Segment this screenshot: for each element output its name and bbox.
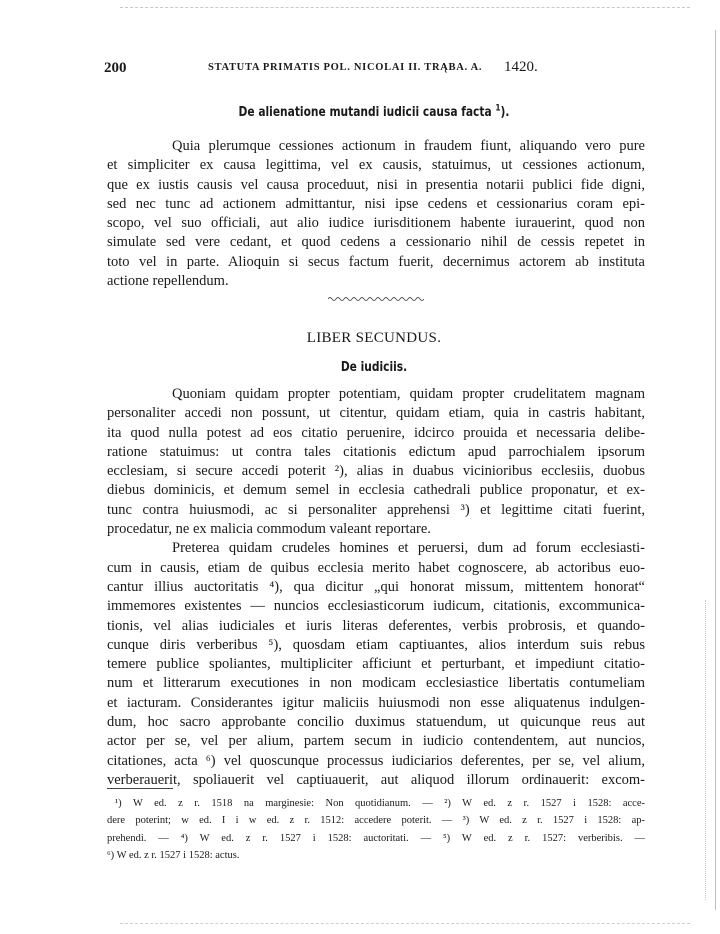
running-head [104,60,644,80]
footnote-line: dere poterint; w ed. I i w ed. z r. 1512: accedere poterit. — ³) W ed. z r. 1527 i 1528: ap- [107,815,645,827]
text-line: Quia plerumque cessiones actionum in fraudem fiunt, aliquando vero pure [172,138,645,154]
chapter-title: De iudiciis. [340,360,408,375]
text-line: Quoniam quidam propter potentiam, quidam propter crudelitatem magnam [172,386,645,402]
text-line: cum in causis, etiam de quibus ecclesia merito habet cognoscere, ab actoribus euo- [107,559,645,576]
footnote-line: prehendi. — ⁴) W ed. z r. 1527 i 1528: auctoritati. — ⁵) W ed. z r. 1527: verberibis. — [107,832,645,844]
running-title: STATUTA PRIMATIS POL. NICOLAI II. TRĄBA. A. [208,62,483,73]
text-line: personaliter accedi non possunt, ut citentur, quidam etiam, quia in castris habitant, [107,405,645,422]
text-line: ita quod nulla potest ad eos citatio peruenire, idcirco prouida et necessaria delibe- [107,424,645,441]
scan-edge-bottom [120,923,690,924]
section-heading-alienation [153,105,596,120]
text-line: num et litterarum executiones in non modicam ecclesiastice libertatis contumeliam [107,675,645,692]
section1-body [107,137,645,291]
book-title: LIBER SECUNDUS. [306,330,442,346]
page-number: 200 [104,60,127,76]
footnotes [107,795,645,864]
section-divider-ornament [328,296,424,302]
scan-edge-top [120,7,690,8]
footnote-line: ⁶) W ed. z r. 1527 i 1528: actus. [107,849,240,861]
text-line: dum, hoc sacro approbante concilio duximus statuendum, ut quicunque reus aut [107,714,645,731]
section2-body [107,385,645,790]
footnote-ref: 1 [495,103,501,114]
scan-edge-right-inner [705,600,706,900]
text-line: tionis, vel alias iudiciales et iuris literas deferentes, verbis probrosis, et quando- [107,617,645,634]
footnote-line: ¹) W ed. z r. 1518 na marginesie: Non quotidianum. — ²) W ed. z r. 1527 i 1528: acce- [115,798,645,809]
text-line: diebus dominicis, et demum semel in ecclesia cathedrali publice proponatur, et ex- [107,482,645,499]
text-line: citationes, acta ⁶) vel quoscunque processus iudiciarios deferentes, per se, vel alium, [107,752,645,769]
text-line: immemores existentes — nuncios ecclesiasticorum iudicum, citationis, excommunica- [107,598,645,615]
text-line: scopo, vel suo officiali, aut alio iudice iurisditionem habente iurauerint, quod non [107,215,645,232]
text-line: tunc contra huiusmodi, ac si personaliter apprehensi ³) et legittime citati fuerint, [107,501,645,518]
text-line: et iacturam. Considerantes igitur maliciis huiusmodi non esse aliquatenus indulgen- [107,694,645,711]
text-line: cunque diris verberibus ⁵), quosdam etiam captiuantes, alios interdum suis rebus [107,636,645,653]
text-line: ecclesiam, si secure accedi poterit ²), alias in duabus vicinioribus ecclesiis, duobus [107,463,645,480]
text-line: Preterea quidam crudeles homines et peruersi, dum ad forum ecclesiasti- [172,540,645,557]
text-line: que ex iustis causis vel causa proceduut, nisi in presentia notarii publici fide digni, [107,176,645,193]
text-line: actione repellendum. [107,273,229,290]
heading-end: ). [500,105,510,120]
text-line: verberauerit, spoliauerit vel captiuauerit, aut aliquod illorum ordinauerit: excom- [107,771,645,788]
heading-text: De alienatione mutandi iudicii causa facta [238,105,492,120]
text-line: simulate sed vere cedant, et quod cedens a cessionario nihil de cessis repetet in [107,234,645,251]
text-line: temere publice spoliantes, multipliciter afficiunt et perturbant, et impediunt citatio- [107,656,645,673]
text-line: sed nec tunc ad actionem admittantur, nisi ipse cedens et cessionarius coram epi- [107,195,645,212]
text-line: toto vel in parte. Alioquin si secus factum fuerit, decernimus actorem ab instituta [107,253,645,270]
footnote-rule [107,788,173,789]
text-line: ratione statuimus: ut contra tales citationis edictum apud parrochialem ipsorum [107,443,645,460]
running-year: 1420. [504,59,538,75]
text-line: procedatur, ne ex malicia commodum valeant reportare. [107,521,431,538]
scan-edge-right [715,30,716,910]
text-line: cantur illius auctoritatis ⁴), qua dicitur „qui honorat missum, mittentem honorat“ [107,578,645,595]
text-line: actor per se, vel per alium, partem secum in iudicio contendentem, aut nuncios, [107,733,645,750]
text-line: et simpliciter ex causa legittima, vel ex causis, statuimus, ut cessiones actionum, [107,157,645,174]
